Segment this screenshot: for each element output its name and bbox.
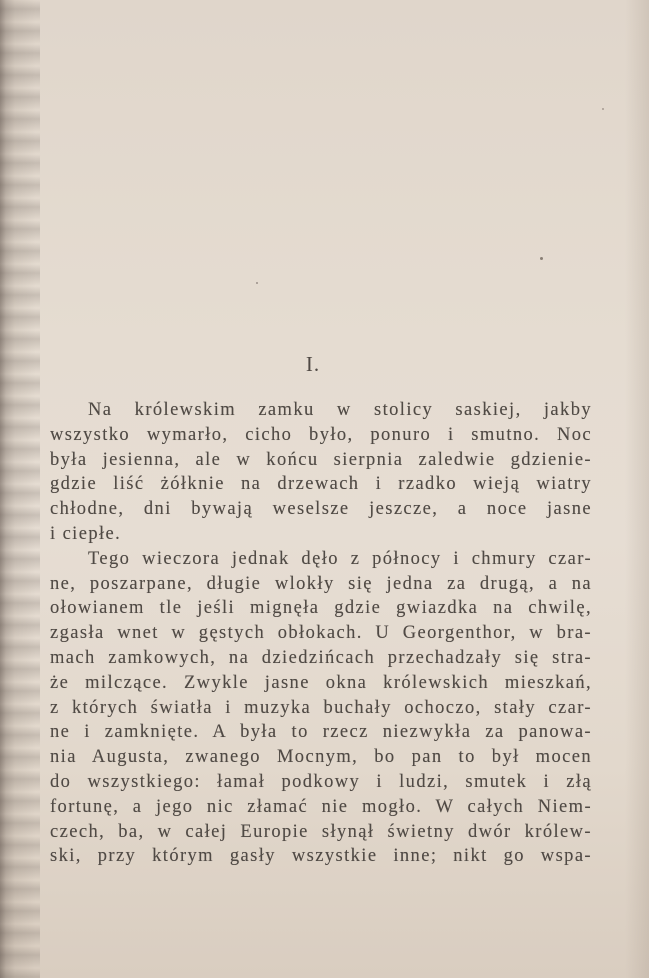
text-line: ne, poszarpane, długie wlokły się jedna za drugą, a na	[50, 573, 592, 594]
text-line: ołowianem tle jeśli mignęła gdzie gwiazdka na chwilę,	[50, 598, 592, 619]
text-line: fortunę, a jego nic złamać nie mogło. W całych Niem-	[50, 796, 592, 817]
text-line: Tego wieczora jednak dęło z północy i chmury czar-	[88, 548, 592, 569]
text-line: chłodne, dni bywają weselsze jeszcze, a noce jasne	[50, 499, 592, 520]
text-line: mach zamkowych, na dziedzińcach przechadzały się stra-	[50, 647, 592, 668]
text-line: z których światła i muzyka buchały ochoczo, stały czar-	[50, 697, 592, 718]
text-line: ne i zamknięte. A była to rzecz niezwykła za panowa-	[50, 722, 592, 743]
chapter-heading: I.	[305, 352, 321, 376]
binding-edge	[0, 0, 40, 978]
text-line: była jesienna, ale w końcu sierpnia zaledwie gdzienie-	[50, 449, 592, 470]
paper-speck	[540, 257, 543, 260]
text-line: ski, przy którym gasły wszystkie inne; nikt go wspa-	[50, 846, 592, 867]
text-line: czech, ba, w całej Europie słynął świetny dwór królew-	[50, 821, 592, 842]
paragraph	[50, 547, 592, 869]
text-line: gdzie liść żółknie na drzewach i rzadko wieją wiatry	[50, 474, 592, 495]
text-line: wszystko wymarło, cicho było, ponuro i smutno. Noc	[50, 424, 592, 445]
text-line: nia Augusta, zwanego Mocnym, bo pan to był mocen	[50, 747, 592, 768]
text-line: do wszystkiego: łamał podkowy i ludzi, smutek i złą	[50, 771, 592, 792]
paragraph	[50, 398, 592, 547]
paper-speck	[602, 108, 604, 110]
text-line: i ciepłe.	[50, 523, 122, 544]
page-edge-shadow	[625, 0, 649, 978]
paper-speck	[256, 282, 258, 284]
text-block	[50, 398, 592, 869]
text-line: że milczące. Zwykle jasne okna królewskich mieszkań,	[50, 672, 592, 693]
text-line: Na królewskim zamku w stolicy saskiej, jakby	[88, 400, 592, 420]
text-line: zgasła wnet w gęstych obłokach. U Georgenthor, w bra-	[50, 623, 592, 644]
